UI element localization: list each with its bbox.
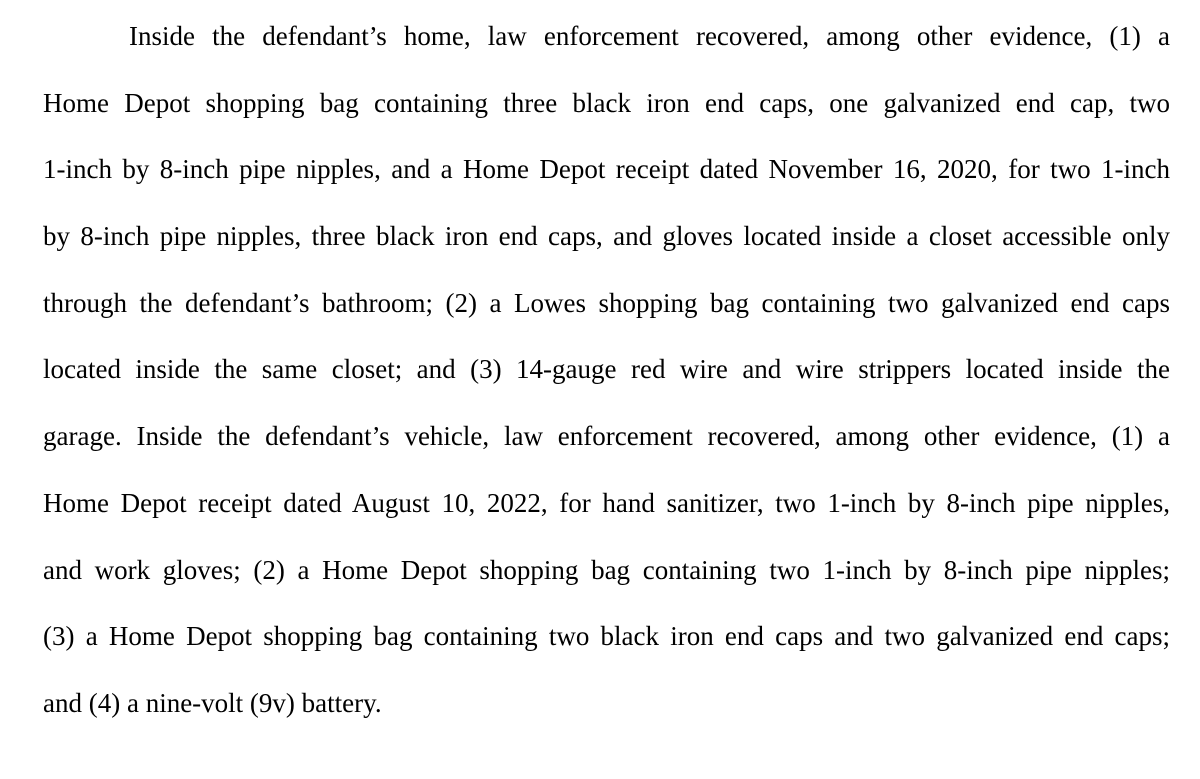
paragraph-line: Inside the defendant’s home, law enforcement recovered, among other evidence, (1) a <box>129 21 1170 51</box>
paragraph-line: and work gloves; (2) a Home Depot shopping bag containing two 1-inch by 8-inch pipe nipples; <box>43 554 1170 585</box>
document-paragraph <box>43 14 1170 748</box>
paragraph-line: garage. Inside the defendant’s vehicle, law enforcement recovered, among other evidence, (1) a <box>43 421 1170 452</box>
paragraph-line: through the defendant’s bathroom; (2) a Lowes shopping bag containing two galvanized end caps <box>43 287 1170 318</box>
paragraph-line: 1-inch by 8-inch pipe nipples, and a Home Depot receipt dated November 16, 2020, for two 1-inch <box>43 154 1170 185</box>
paragraph-line: Home Depot receipt dated August 10, 2022, for hand sanitizer, two 1-inch by 8-inch pipe nipples, <box>43 487 1170 518</box>
paragraph-line: (3) a Home Depot shopping bag containing two black iron end caps and two galvanized end caps; <box>43 621 1170 652</box>
paragraph-line: by 8-inch pipe nipples, three black iron end caps, and gloves located inside a closet accessible only <box>43 221 1170 252</box>
paragraph-line: located inside the same closet; and (3) 14-gauge red wire and wire strippers located inside the <box>43 354 1170 385</box>
paragraph-line: and (4) a nine-volt (9v) battery. <box>43 687 382 718</box>
paragraph-line: Home Depot shopping bag containing three black iron end caps, one galvanized end cap, two <box>43 87 1170 118</box>
